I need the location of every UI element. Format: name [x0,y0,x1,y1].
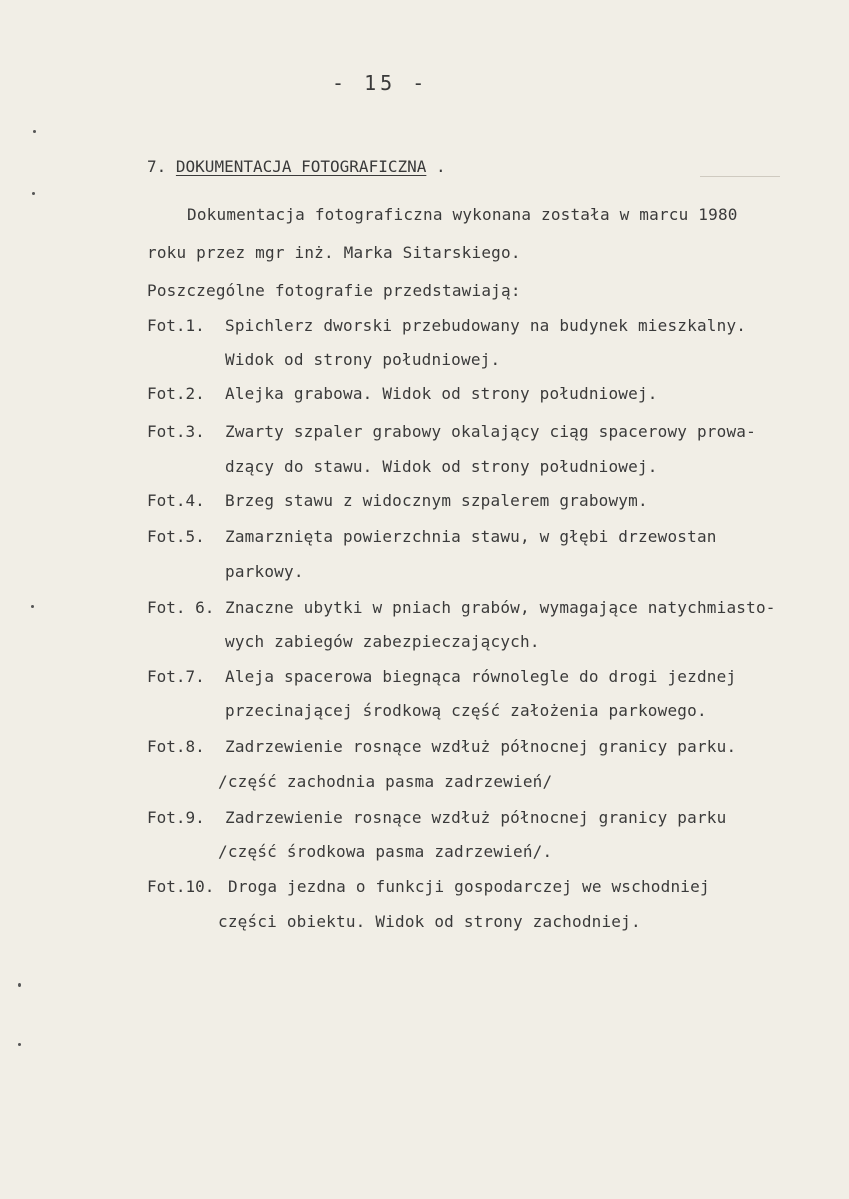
photo-label: Fot.1. [147,316,205,335]
photo-caption-line: Brzeg stawu z widocznym szpalerem grabowym. [225,491,648,510]
section-trailing: . [436,157,446,176]
section-title: DOKUMENTACJA FOTOGRAFICZNA [175,157,427,176]
photo-label: Fot.4. [147,491,205,510]
intro-line: Dokumentacja fotograficzna wykonana została w marcu 1980 [187,205,738,224]
section-heading [147,157,446,176]
photo-label: Fot.10. [147,877,215,896]
photo-caption-line: Znaczne ubytki w pniach grabów, wymagające natychmiasto- [225,598,776,617]
photo-caption-line: /część zachodnia pasma zadrzewień/ [218,772,553,791]
scan-speck [33,130,36,133]
scan-speck [18,1043,21,1046]
photo-label: Fot.3. [147,422,205,441]
photo-caption-line: wych zabiegów zabezpieczających. [225,632,540,651]
photo-label: Fot.9. [147,808,205,827]
intro-line: Poszczególne fotografie przedstawiają: [147,281,521,300]
photo-label: Fot. 6. [147,598,215,617]
scan-mark [700,176,780,177]
photo-caption-line: Zwarty szpaler grabowy okalający ciąg spacerowy prowa- [225,422,756,441]
photo-caption-line: Widok od strony południowej. [225,350,501,369]
photo-caption-line: Zadrzewienie rosnące wzdłuż północnej granicy parku. [225,737,737,756]
photo-caption-line: Zadrzewienie rosnące wzdłuż północnej granicy parku [225,808,727,827]
page-number: - 15 - [332,71,429,95]
photo-label: Fot.7. [147,667,205,686]
photo-caption-line: Zamarznięta powierzchnia stawu, w głębi drzewostan [225,527,717,546]
photo-label: Fot.8. [147,737,205,756]
photo-label: Fot.5. [147,527,205,546]
photo-caption-line: dzący do stawu. Widok od strony południowej. [225,457,658,476]
scan-speck [31,605,34,608]
photo-caption-line: Droga jezdna o funkcji gospodarczej we wschodniej [228,877,710,896]
photo-label: Fot.2. [147,384,205,403]
photo-caption-line: Alejka grabowa. Widok od strony południowej. [225,384,658,403]
photo-caption-line: przecinającej środkową część założenia parkowego. [225,701,707,720]
photo-caption-line: części obiektu. Widok od strony zachodniej. [218,912,641,931]
photo-caption-line: /część środkowa pasma zadrzewień/. [218,842,553,861]
photo-caption-line: Spichlerz dworski przebudowany na budynek mieszkalny. [225,316,747,335]
photo-caption-line: Aleja spacerowa biegnąca równolegle do drogi jezdnej [225,667,737,686]
scan-speck [32,192,35,195]
intro-line: roku przez mgr inż. Marka Sitarskiego. [147,243,521,262]
section-number: 7. [147,157,167,176]
photo-caption-line: parkowy. [225,562,304,581]
scan-speck [18,983,21,987]
